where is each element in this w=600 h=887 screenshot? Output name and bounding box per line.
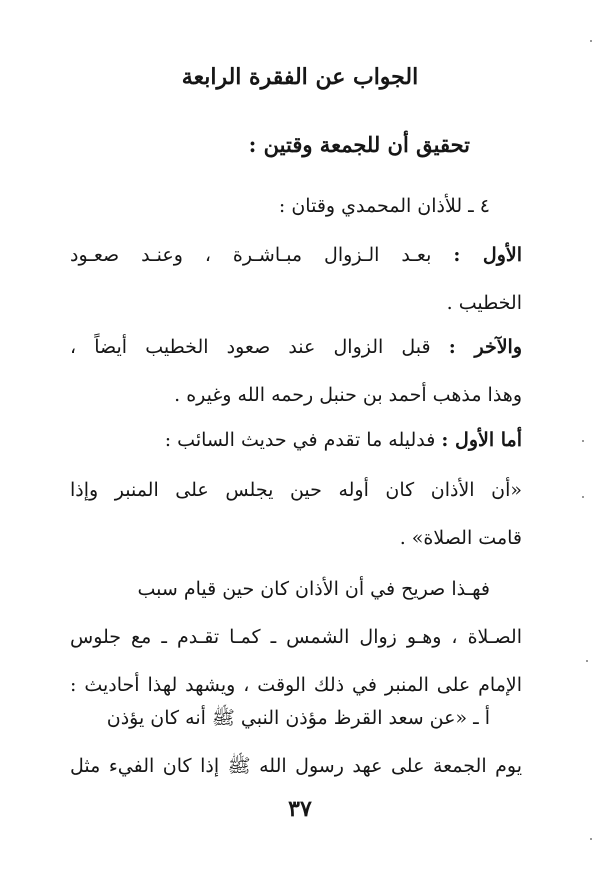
quote-paragraph — [70, 466, 522, 562]
hadith-line-1: أ ـ «عن سعد القرظ مؤذن النبي ﷺ أنه كان يؤذن — [106, 707, 490, 729]
other-time-paragraph — [70, 323, 522, 419]
other-time-label: والآخر : — [448, 336, 522, 358]
scan-speck — [586, 660, 588, 662]
evidence-paragraph — [70, 416, 522, 464]
commentary-line-2: الصـلاة ، وهـو زوال الشمس ـ كمـا تقـدم ـ مع جلوس — [70, 626, 522, 648]
quote-line-2: قامت الصلاة» . — [399, 527, 522, 549]
point-4 — [70, 182, 522, 230]
first-time-text: بعـد الـزوال مبـاشـرة ، وعنـد صعـود — [70, 244, 432, 266]
hadith-paragraph — [70, 694, 522, 790]
scan-speck — [590, 838, 592, 840]
first-time-line-2: الخطيب . — [446, 292, 522, 314]
evidence-label: أما الأول : — [441, 429, 522, 451]
other-time-line-1 — [70, 323, 522, 371]
scan-speck — [582, 440, 584, 442]
first-time-paragraph — [70, 231, 522, 327]
quote-line-1: «أن الأذان كان أوله حين يجلس على المنبر وإذا — [70, 479, 522, 501]
other-time-text: قبل الزوال عند صعود الخطيب أيضاً ، — [70, 336, 431, 358]
first-time-label: الأول : — [453, 244, 522, 266]
evidence-text: فدليله ما تقدم في حديث السائب : — [164, 429, 436, 451]
first-time-line-1 — [70, 231, 522, 279]
page-title: الجواب عن الفقرة الرابعة — [181, 64, 419, 90]
commentary-paragraph — [70, 565, 522, 709]
hadith-line-2: يوم الجمعة على عهد رسول الله ﷺ إذا كان الفيء مثل — [70, 755, 522, 777]
point-4-text: ٤ ـ للأذان المحمدي وقتان : — [278, 195, 490, 217]
scan-speck — [590, 40, 592, 42]
commentary-line-3: الإمام على المنبر في ذلك الوقت ، ويشهد لهذا أحاديث : — [70, 674, 522, 696]
commentary-line-1: فهـذا صريح في أن الأذان كان حين قيام سبب — [137, 578, 490, 600]
evidence-line — [70, 416, 522, 464]
scan-speck — [582, 496, 584, 498]
page-number: ٣٧ — [288, 796, 312, 822]
section-heading: تحقيق أن للجمعة وقتين : — [248, 132, 470, 157]
other-time-line-2: وهذا مذهب أحمد بن حنبل رحمه الله وغيره . — [174, 384, 522, 406]
